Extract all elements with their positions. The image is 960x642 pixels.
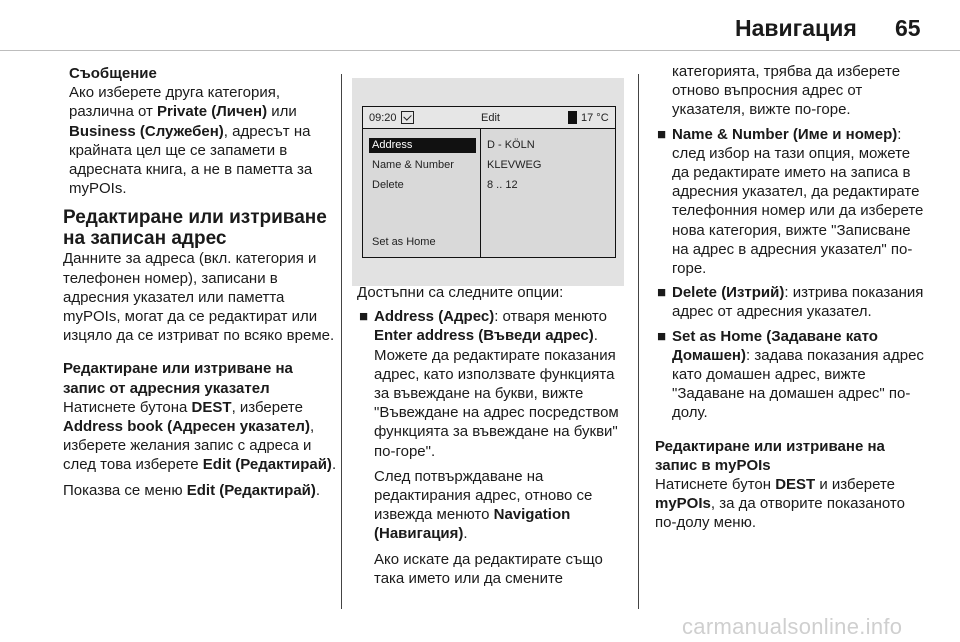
- option-address-text: [374, 307, 625, 461]
- option-text: [672, 327, 930, 423]
- edit-screen: [362, 106, 616, 258]
- clock-time: 09:20: [369, 112, 397, 124]
- text-a: След потвърждаване на редактирания адрес, отново се извежда менюто: [374, 467, 593, 524]
- enter-address-label: Enter address (Въведи адрес): [374, 327, 594, 345]
- bullet-icon: ■: [359, 308, 369, 326]
- option-name-number: [655, 125, 930, 279]
- option-set-as-home: [655, 327, 930, 423]
- note-or: или: [267, 103, 297, 121]
- value-number: [487, 178, 518, 193]
- watermark: carmanualsonline.info: [682, 614, 903, 639]
- display-illustration: [352, 78, 624, 286]
- value-label: KLEVWEG: [487, 159, 542, 171]
- option-delete: [655, 283, 930, 321]
- text-e: .: [331, 456, 337, 474]
- bullet-icon: ■: [657, 327, 667, 345]
- option-text: [672, 125, 930, 279]
- temperature: 17 °C: [581, 112, 609, 124]
- option-address: [357, 307, 625, 588]
- checkbox-icon: [401, 111, 414, 124]
- value-city: [487, 138, 535, 153]
- header-divider: [0, 50, 960, 51]
- menu-item-name-number: [369, 158, 476, 173]
- subsection-heading: Редактиране или изтриване на запис от адресния указател: [63, 360, 293, 397]
- continued-text: категорията, трябва да изберете отново въпросния адрес от указателя, вижте по-горе.: [672, 63, 901, 119]
- note-text-a: Ако изберете друга категория, различна от: [69, 84, 281, 121]
- options-intro: Достъпни са следните опции:: [357, 284, 564, 301]
- text-c: .: [315, 481, 321, 499]
- text-a: : отваря менюто: [494, 308, 607, 326]
- menu-item-address: [369, 138, 476, 153]
- page-number: 65: [895, 15, 921, 41]
- note-text-b: , адресът на крайната цел ще се запамети в адресната книга, а не в паметта за myPOIs.: [69, 122, 313, 198]
- option-title: Delete (Изтрий): [672, 284, 785, 302]
- edit-menu-label: Edit (Редактирай): [186, 481, 316, 499]
- column-divider-left: [341, 74, 342, 609]
- column-right: [655, 62, 930, 533]
- text-a: Показва се меню: [63, 481, 187, 499]
- option-title: Name & Number (Име и номер): [672, 125, 898, 143]
- address-book-label: Address book (Адресен указател): [63, 418, 310, 436]
- section-paragraph: Данните за адреса (вкл. категория и телефонен номер), записани в адресния указател или паметта myPOIs, могат да се редактират или изцяло да се изтриват по всяко време.: [63, 250, 335, 345]
- edit-label: Edit (Редактирай): [202, 456, 332, 474]
- text-c: и изберете: [815, 476, 896, 494]
- option-title: Set as Home (Задаване като Домашен): [672, 327, 878, 364]
- option-desc: : изтрива показания адрес от адресния указател.: [672, 284, 924, 321]
- column-middle: [357, 283, 625, 588]
- note-text: [69, 83, 339, 198]
- menu-item-set-as-home: [369, 235, 476, 250]
- navigation-label: Navigation (Навигация): [374, 506, 571, 543]
- menu-item-label: Delete: [372, 179, 404, 191]
- dest-label: DEST: [191, 398, 232, 416]
- note-private: Private (Личен): [157, 103, 268, 121]
- thermometer-icon: [568, 111, 577, 124]
- option-title: Address (Адрес): [374, 308, 495, 326]
- subsection-heading: Редактиране или изтриване на запис в myPOIs: [655, 437, 885, 474]
- value-label: D - KÖLN: [487, 139, 535, 151]
- screen-title: Edit: [481, 112, 500, 124]
- value-label: 8 .. 12: [487, 179, 518, 191]
- page-title: Навигация: [735, 15, 857, 41]
- text-c: . Можете да редактирате показания адрес, като използвате функцията за въвеждане на букви, вижте "Въвеждане на адрес посредством функцията за въвеждане на букви" по-горе".: [374, 327, 619, 460]
- bullet-icon: ■: [657, 125, 667, 143]
- section-heading: Редактиране или изтриване на записан адрес: [63, 207, 327, 250]
- menu-item-label: Address: [372, 139, 413, 151]
- text-a: Натиснете бутон: [655, 476, 776, 494]
- status-bar: [363, 107, 615, 129]
- text-d: , изберете желания запис с адреса и след това изберете: [63, 418, 315, 474]
- dest-label: DEST: [775, 476, 816, 494]
- note-title: Съобщение: [69, 65, 157, 82]
- instruction-paragraph: [63, 398, 339, 475]
- menu-shown-paragraph: [63, 481, 339, 500]
- column-divider-right: [638, 74, 639, 609]
- option-text: [672, 283, 930, 321]
- note-business: Business (Служебен): [69, 122, 224, 140]
- menu-item-label: Name & Number: [372, 159, 454, 171]
- menu-item-label: Set as Home: [372, 236, 436, 248]
- option-desc: : след избор на тази опция, можете да редактирате името на записа в адресния указател, да редактирате телефонния номер или да изберете нова категория, вижте "Записване на адрес в адресния указател" по-горе.: [672, 125, 924, 278]
- text-d: , за да отворите показаното по-долу меню.: [655, 495, 905, 532]
- text-c: , изберете: [231, 398, 303, 416]
- option-desc: : задава показания адрес като домашен адрес, вижте "Задаване на домашен адрес" по-долу.: [672, 346, 924, 422]
- text-a: Натиснете бутона: [63, 398, 192, 416]
- menu-item-delete: [369, 178, 476, 193]
- instruction-paragraph: [655, 475, 930, 533]
- screen-divider: [480, 129, 481, 258]
- value-street: [487, 158, 541, 173]
- option-address-p2: [374, 467, 625, 544]
- column-left: [63, 64, 339, 500]
- bullet-icon: ■: [657, 284, 667, 302]
- option-address-p3: Ако искате да редактирате също така името или да смените: [374, 550, 603, 587]
- text-c: .: [463, 525, 468, 543]
- mypois-label: myPOIs: [655, 495, 711, 513]
